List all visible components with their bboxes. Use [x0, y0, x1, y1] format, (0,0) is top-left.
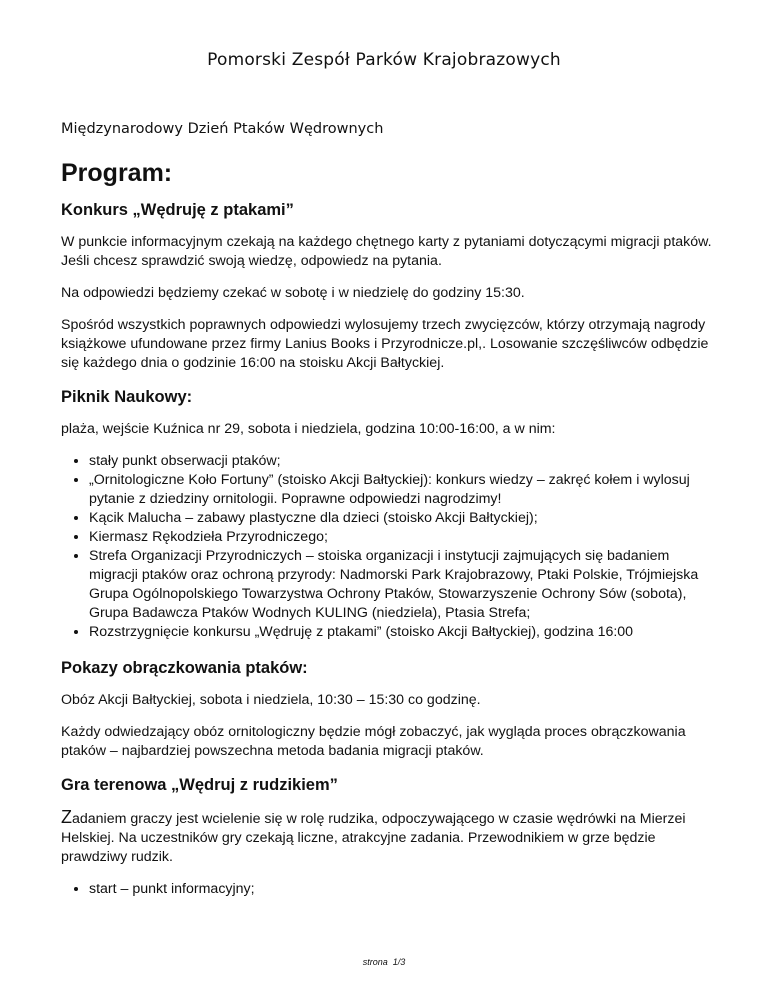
section-konkurs — [61, 199, 721, 373]
organization-header: Pomorski Zespół Parków Krajobrazowych — [207, 50, 561, 70]
paragraph-text: adaniem graczy jest wcielenie się w rolę rudzika, odpoczywającego w czasie wędrówki na Mierzei Helskiej. Na uczestników gry czekają liczne, atrakcyjne zadania. Przewodnikiem w grze będzie prawdziwy rudzik. — [61, 811, 686, 865]
document-subtitle: Międzynarodowy Dzień Ptaków Wędrownych — [61, 121, 384, 137]
list-item: • Kiermasz Rękodzieła Przyrodniczego; — [89, 528, 721, 547]
initial-letter: Z — [61, 807, 72, 827]
list-item: • Strefa Organizacji Przyrodniczych – stoiska organizacji i instytucji zajmujących się badaniem migracji ptaków oraz ochroną przyrody: Nadmorski Park Krajobrazowy, Ptaki Polskie, Trójmiejska Grupa Ogólnopolskiego Towarzystwa Ochrony Ptaków, Stowarzyszenie Ochrony Sów (sobota), Grupa Badawcza Ptaków Wodnych KULING (niedziela), Ptasia Strefa; — [89, 547, 721, 623]
paragraph — [61, 808, 721, 867]
list-item: • Rozstrzygnięcie konkursu „Wędruję z ptakami” (stoisko Akcji Bałtyckiej), godzina 16:00 — [89, 623, 721, 642]
section-piknik — [61, 386, 721, 642]
page-number: strona 1/3 — [362, 957, 406, 967]
paragraph: plaża, wejście Kuźnica nr 29, sobota i niedziela, godzina 10:00-16:00, a w nim: — [61, 421, 556, 437]
section-heading: Konkurs „Wędruję z ptakami” — [61, 201, 294, 219]
section-gra — [61, 774, 721, 899]
program-title: Program: — [61, 159, 173, 187]
list-item: • start – punkt informacyjny; — [89, 880, 721, 899]
paragraph: Spośród wszystkich poprawnych odpowiedzi wylosujemy trzech zwycięzców, którzy otrzymają nagrody książkowe ufundowane przez firmy Lanius Books i Przyrodnicze.pl,. Losowanie szczęśliwców odbędzie się każdego dnia o godzinie 16:00 na stoisku Akcji Bałtyckiej. — [61, 317, 709, 371]
list-item: • „Ornitologiczne Koło Fortuny” (stoisko Akcji Bałtyckiej): konkurs wiedzy – zakręć kołem i wylosuj pytanie z dziedziny ornitologii. Poprawne odpowiedzi nagrodzimy! — [89, 471, 721, 509]
paragraph: Każdy odwiedzający obóz ornitologiczny będzie mógł zobaczyć, jak wygląda proces obrączkowania ptaków – najbardziej powszechna metoda badania migracji ptaków. — [61, 724, 686, 759]
paragraph: Obóz Akcji Bałtyckiej, sobota i niedziela, 10:30 – 15:30 co godzinę. — [61, 692, 481, 708]
list-item: • stały punkt obserwacji ptaków; — [89, 452, 721, 471]
paragraph: Na odpowiedzi będziemy czekać w sobotę i w niedzielę do godziny 15:30. — [61, 285, 525, 301]
paragraph: W punkcie informacyjnym czekają na każdego chętnego karty z pytaniami dotyczącymi migracji ptaków. Jeśli chcesz sprawdzić swoją wiedzę, odpowiedz na pytania. — [61, 234, 712, 269]
bullet-list — [61, 452, 721, 642]
section-heading: Pokazy obrączkowania ptaków: — [61, 659, 308, 677]
section-heading: Gra terenowa „Wędruj z rudzikiem” — [61, 776, 338, 794]
section-pokazy — [61, 657, 721, 761]
bullet-list — [61, 880, 721, 899]
list-item: • Kącik Malucha – zabawy plastyczne dla dzieci (stoisko Akcji Bałtyckiej); — [89, 509, 721, 528]
document-body — [61, 158, 721, 914]
section-heading: Piknik Naukowy: — [61, 388, 193, 406]
